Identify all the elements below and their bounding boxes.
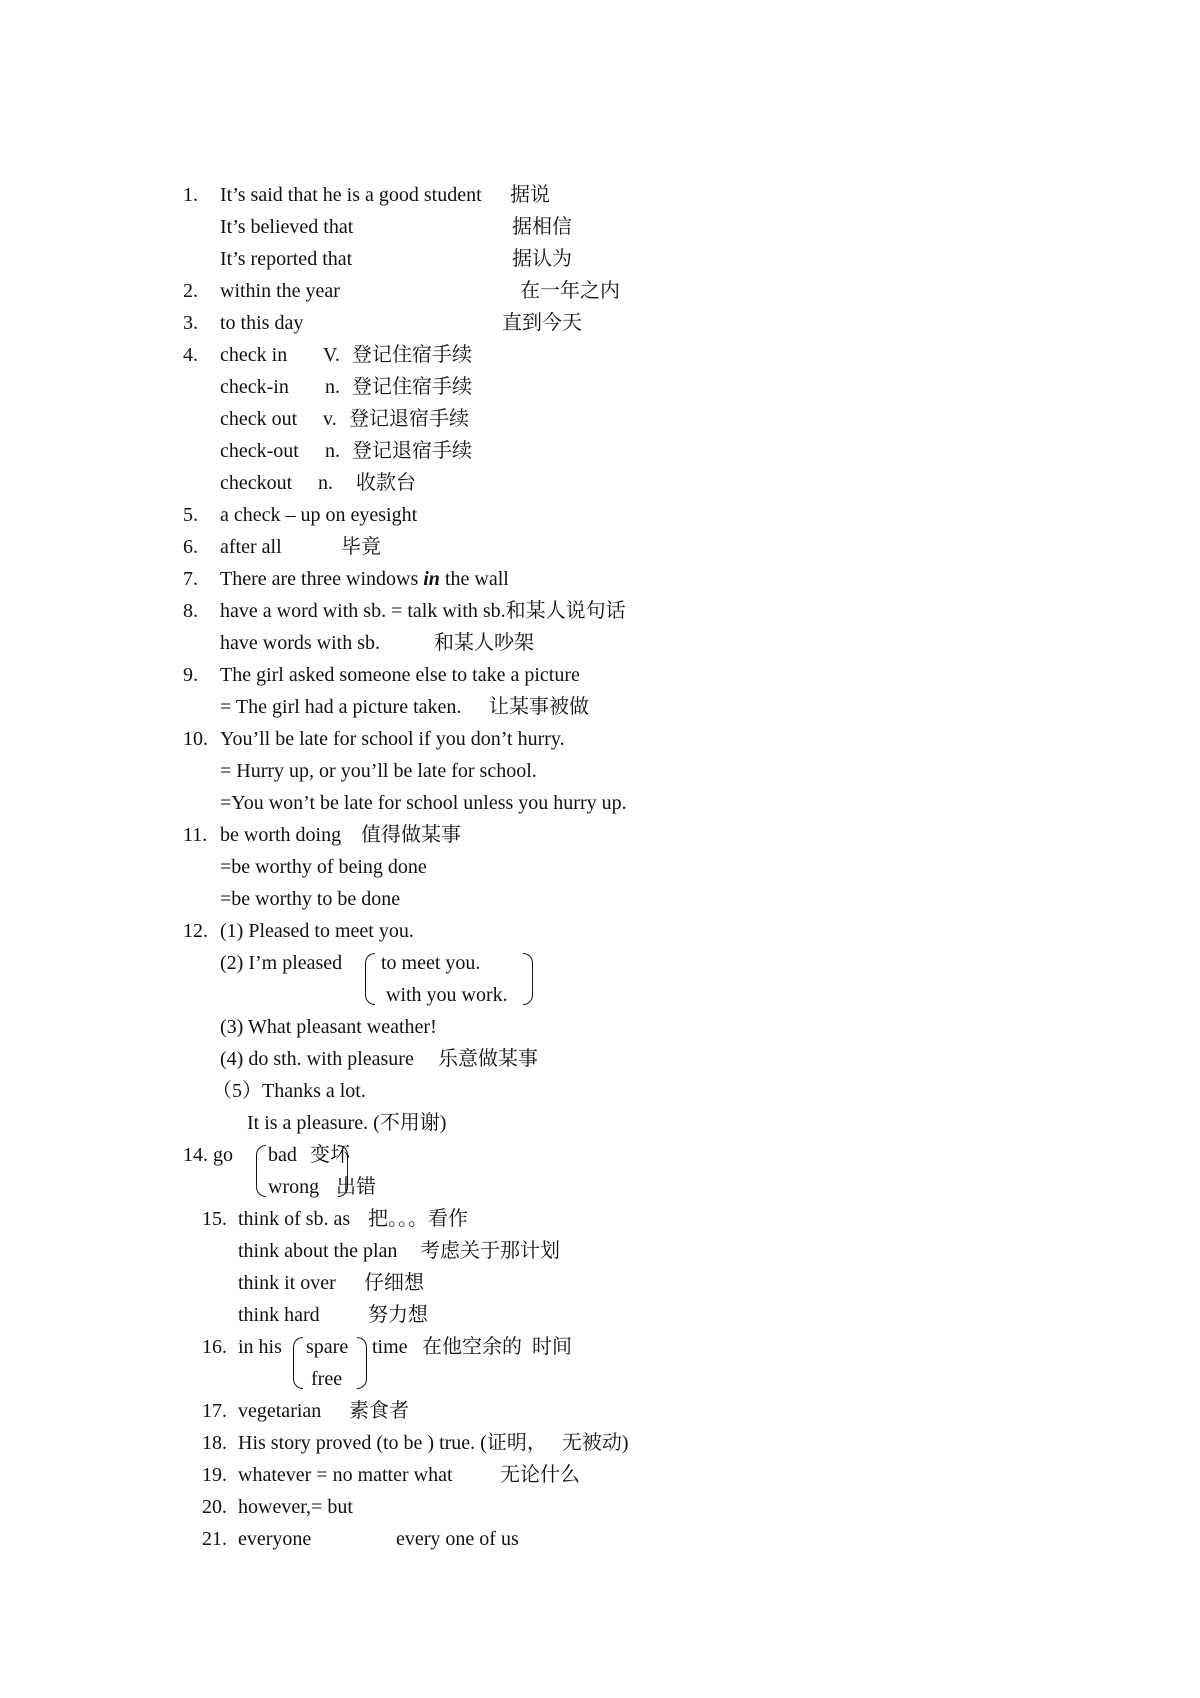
item-number: 18. xyxy=(202,1432,227,1454)
phrase-zh: 据说 xyxy=(510,184,550,206)
phrase-zh: 努力想 xyxy=(368,1304,428,1326)
phrase-en: everyone xyxy=(238,1528,312,1550)
phrase-zh: 无论什么 xyxy=(500,1464,580,1486)
phrase-en: have a word with sb. = talk with sb.和某人说句话 xyxy=(220,600,626,622)
item-number: 5. xyxy=(183,504,198,526)
phrase-en: whatever = no matter what xyxy=(238,1464,453,1486)
phrase-en: however,= but xyxy=(238,1496,353,1518)
phrase-zh: 素食者 xyxy=(349,1400,409,1422)
phrase-en: have words with sb. xyxy=(220,632,380,654)
phrase-en: think it over xyxy=(238,1272,336,1294)
phrase-zh: 直到今天 xyxy=(502,312,582,334)
sentence: = The girl had a picture taken. xyxy=(220,696,462,718)
item-number: 1. xyxy=(183,184,198,206)
left-brace xyxy=(256,1145,266,1197)
item-number: 9. xyxy=(183,664,198,686)
item-number: 2. xyxy=(183,280,198,302)
phrase-zh: 把。。。看作 xyxy=(368,1208,468,1230)
item-number: 3. xyxy=(183,312,198,334)
phrase-en: It’s said that he is a good student xyxy=(220,184,482,206)
part-of-speech: n. xyxy=(325,376,340,398)
phrase-en: in his xyxy=(238,1336,282,1358)
phrase-en: within the year xyxy=(220,280,340,302)
sentence: （5）Thanks a lot. xyxy=(212,1080,366,1102)
item-number: 20. xyxy=(202,1496,227,1518)
item-number: 4. xyxy=(183,344,198,366)
phrase-zh: 值得做某事 xyxy=(361,824,461,846)
phrase-en: every one of us xyxy=(396,1528,519,1550)
item-number: 16. xyxy=(202,1336,227,1358)
phrase-en: a check – up on eyesight xyxy=(220,504,418,526)
right-brace xyxy=(523,953,533,1005)
sentence xyxy=(220,567,509,591)
sentence: The girl asked someone else to take a picture xyxy=(220,664,580,686)
option: free xyxy=(311,1368,343,1390)
sentence-start: There are three windows xyxy=(220,568,424,590)
phrase-en: check out xyxy=(220,408,298,430)
item-label: 14. go xyxy=(183,1144,233,1166)
item-number: 15. xyxy=(202,1208,227,1230)
phrase-en: vegetarian xyxy=(238,1400,322,1422)
part-of-speech: n. xyxy=(325,440,340,462)
phrase-en: think of sb. as xyxy=(238,1208,351,1230)
phrase-en: (4) do sth. with pleasure xyxy=(220,1048,414,1070)
phrase-zh: 据认为 xyxy=(512,248,572,270)
phrase-en: check-out xyxy=(220,440,299,462)
option: with you work. xyxy=(386,984,508,1006)
item-number: 10. xyxy=(183,728,208,750)
right-brace xyxy=(338,1145,348,1197)
phrase-zh: 考虑关于那计划 xyxy=(420,1240,560,1262)
sentence-end: the wall xyxy=(439,568,509,590)
item-number: 17. xyxy=(202,1400,227,1422)
right-brace xyxy=(357,1337,367,1389)
phrase-zh: 收款台 xyxy=(356,472,416,494)
item-number: 21. xyxy=(202,1528,227,1550)
phrase-zh: 登记住宿手续 xyxy=(352,376,472,398)
phrase-en: time xyxy=(372,1336,408,1358)
sentence: You’ll be late for school if you don’t hurry. xyxy=(220,728,565,750)
left-brace xyxy=(293,1337,303,1389)
item-number: 7. xyxy=(183,568,198,590)
sentence: =You won’t be late for school unless you hurry up. xyxy=(220,792,627,814)
phrase-en: checkout xyxy=(220,472,293,494)
option: spare xyxy=(306,1336,349,1358)
phrase-en: think about the plan xyxy=(238,1240,398,1262)
phrase-zh: 据相信 xyxy=(512,216,572,238)
phrase-zh: 登记退宿手续 xyxy=(349,408,469,430)
item-number: 12. xyxy=(183,920,208,942)
item-number: 6. xyxy=(183,536,198,558)
sentence: = Hurry up, or you’ll be late for school. xyxy=(220,760,537,782)
phrase-en: after all xyxy=(220,536,282,558)
sentence: His story proved (to be ) true. (证明， 无被动) xyxy=(238,1432,629,1454)
phrase-zh: 登记退宿手续 xyxy=(352,440,472,462)
phrase-zh: 仔细想 xyxy=(364,1272,424,1294)
phrase-zh: 毕竟 xyxy=(341,536,381,558)
phrase-en: It’s believed that xyxy=(220,216,354,238)
phrase-en: =be worthy of being done xyxy=(220,856,427,878)
item-number: 19. xyxy=(202,1464,227,1486)
phrase-zh: 在他空余的 时间 xyxy=(422,1336,572,1358)
option: bad xyxy=(268,1144,297,1166)
option-zh: 变坏 xyxy=(310,1144,350,1166)
phrase-en: think hard xyxy=(238,1304,320,1326)
emphasized-preposition: in xyxy=(423,568,440,590)
phrase-en: to this day xyxy=(220,312,304,334)
phrase-zh: 在一年之内 xyxy=(520,280,620,302)
option: to meet you. xyxy=(381,952,481,974)
phrase-zh: 让某事被做 xyxy=(489,696,589,718)
item-number: 11. xyxy=(183,824,208,846)
phrase-en: check in xyxy=(220,344,288,366)
phrase-zh: 和某人吵架 xyxy=(434,632,534,654)
option-zh: 出错 xyxy=(336,1176,376,1198)
part-of-speech: V. xyxy=(323,344,340,366)
part-of-speech: v. xyxy=(323,408,337,430)
sentence: It is a pleasure. (不用谢) xyxy=(247,1112,447,1134)
sentence: (3) What pleasant weather! xyxy=(220,1016,437,1038)
phrase-en: =be worthy to be done xyxy=(220,888,401,910)
phrase-en: It’s reported that xyxy=(220,248,353,270)
sentence: (1) Pleased to meet you. xyxy=(220,920,414,942)
phrase-en: be worth doing xyxy=(220,824,342,846)
option: wrong xyxy=(268,1176,320,1198)
phrase-zh: 登记住宿手续 xyxy=(352,344,472,366)
part-of-speech: n. xyxy=(318,472,333,494)
left-brace xyxy=(365,953,375,1005)
sentence: (2) I’m pleased xyxy=(220,952,343,974)
phrase-zh: 乐意做某事 xyxy=(438,1048,538,1070)
item-number: 8. xyxy=(183,600,198,622)
phrase-en: check-in xyxy=(220,376,289,398)
